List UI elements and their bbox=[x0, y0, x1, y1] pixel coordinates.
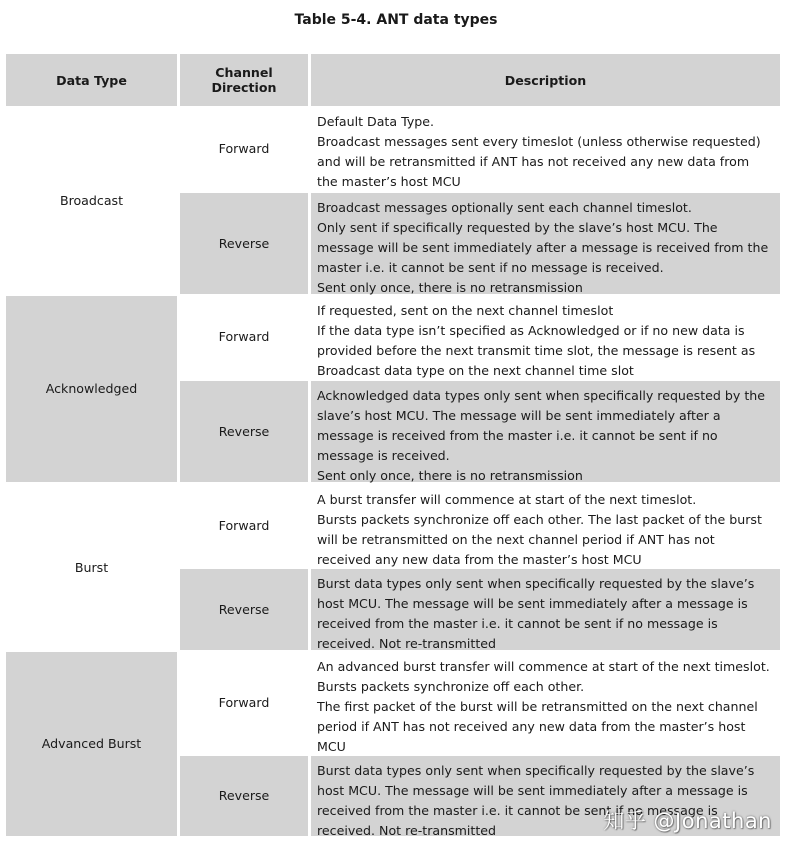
description-line: host MCU. The message will be sent immediately after a message is bbox=[317, 596, 748, 611]
description-acknowledged-forward bbox=[311, 296, 780, 378]
description-burst-reverse bbox=[311, 569, 780, 650]
description-broadcast-reverse bbox=[311, 193, 780, 294]
data-type-acknowledged: Acknowledged bbox=[6, 296, 177, 482]
description-line: received. Not re-transmitted bbox=[317, 823, 497, 838]
description-line: Burst data types only sent when specifically requested by the slave’s bbox=[317, 576, 755, 591]
description-line: Broadcast data type on the next channel time slot bbox=[317, 363, 634, 378]
direction-acknowledged-forward: Forward bbox=[180, 296, 308, 378]
description-line: received. Not re-transmitted bbox=[317, 636, 497, 651]
description-line: message is received from the master i.e. it cannot be sent if no bbox=[317, 428, 718, 443]
description-line: and will be retransmitted if ANT has not received any new data from bbox=[317, 154, 750, 169]
description-line: host MCU. The message will be sent immediately after a message is bbox=[317, 783, 748, 798]
data-type-broadcast: Broadcast bbox=[6, 107, 177, 294]
header-channel-direction-line1: Channel bbox=[215, 65, 273, 80]
description-line: Sent only once, there is no retransmission bbox=[317, 280, 583, 295]
description-advanced-burst-forward bbox=[311, 652, 780, 753]
description-line: the master’s host MCU bbox=[317, 174, 461, 189]
description-line: Burst data types only sent when specifically requested by the slave’s bbox=[317, 763, 755, 778]
data-type-advanced-burst: Advanced Burst bbox=[6, 652, 177, 836]
header-description: Description bbox=[311, 54, 780, 106]
watermark: 知乎 @Jonathan bbox=[603, 809, 772, 833]
description-line: Bursts packets synchronize off each other. bbox=[317, 679, 585, 694]
description-line: slave’s host MCU. The message will be sent immediately after a bbox=[317, 408, 721, 423]
description-line: A burst transfer will commence at start of the next timeslot. bbox=[317, 492, 697, 507]
description-line: Default Data Type. bbox=[317, 114, 435, 129]
direction-broadcast-reverse: Reverse bbox=[180, 193, 308, 294]
direction-advanced-burst-reverse: Reverse bbox=[180, 756, 308, 836]
direction-burst-reverse: Reverse bbox=[180, 569, 308, 650]
description-line: If requested, sent on the next channel timeslot bbox=[317, 303, 614, 318]
direction-broadcast-forward: Forward bbox=[180, 107, 308, 190]
description-broadcast-forward bbox=[311, 107, 780, 190]
description-line: MCU bbox=[317, 739, 346, 754]
header-data-type: Data Type bbox=[6, 54, 177, 106]
description-line: Sent only once, there is no retransmission bbox=[317, 468, 583, 483]
description-acknowledged-reverse bbox=[311, 381, 780, 482]
description-line: received any new data from the master’s host MCU bbox=[317, 552, 642, 567]
data-type-burst: Burst bbox=[6, 485, 177, 650]
ant-data-types-table bbox=[6, 54, 780, 836]
description-line: period if ANT has not received any new data from the master’s host bbox=[317, 719, 746, 734]
description-line: received from the master i.e. it cannot be sent if no message is bbox=[317, 803, 718, 818]
description-line: Acknowledged data types only sent when specifically requested by the bbox=[317, 388, 766, 403]
description-line: Broadcast messages optionally sent each channel timeslot. bbox=[317, 200, 692, 215]
description-line: Bursts packets synchronize off each other. The last packet of the burst bbox=[317, 512, 762, 527]
description-line: Broadcast messages sent every timeslot (unless otherwise requested) bbox=[317, 134, 761, 149]
description-burst-forward bbox=[311, 485, 780, 566]
direction-acknowledged-reverse: Reverse bbox=[180, 381, 308, 482]
table-title: Table 5-4. ANT data types bbox=[294, 12, 498, 28]
header-channel-direction-line2: Direction bbox=[211, 80, 277, 95]
description-line: received from the master i.e. it cannot be sent if no message is bbox=[317, 616, 718, 631]
description-line: The first packet of the burst will be retransmitted on the next channel bbox=[317, 699, 758, 714]
header-channel-direction bbox=[180, 54, 308, 106]
description-line: master i.e. it cannot be sent if no message is received. bbox=[317, 260, 664, 275]
direction-advanced-burst-forward: Forward bbox=[180, 652, 308, 753]
description-line: Only sent if specifically requested by the slave’s host MCU. The bbox=[317, 220, 718, 235]
description-line: If the data type isn’t specified as Acknowledged or if no new data is bbox=[317, 323, 745, 338]
description-line: message is received. bbox=[317, 448, 450, 463]
description-line: message will be sent immediately after a message is received from the bbox=[317, 240, 769, 255]
direction-burst-forward: Forward bbox=[180, 485, 308, 566]
description-line: will be retransmitted on the next channel period if ANT has not bbox=[317, 532, 715, 547]
description-line: An advanced burst transfer will commence at start of the next timeslot. bbox=[317, 659, 770, 674]
description-line: provided before the next transmit time slot, the message is resent as bbox=[317, 343, 756, 358]
